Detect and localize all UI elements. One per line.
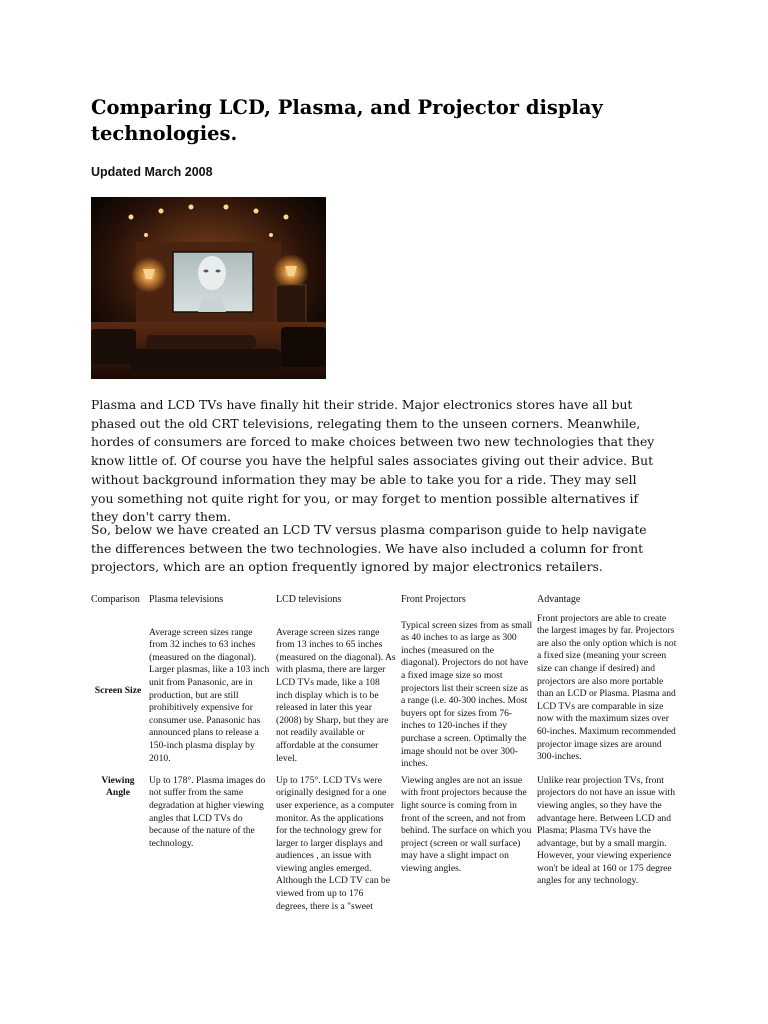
header-plasma: Plasma televisions <box>149 594 224 605</box>
home-theater-photo <box>91 197 326 379</box>
page-title: Comparing LCD, Plasma, and Projector display technologies. <box>91 96 603 145</box>
header-projectors: Front Projectors <box>401 594 466 605</box>
updated-date: Updated March 2008 <box>91 165 213 179</box>
cell-projector-screen-size: Typical screen sizes from as small as 40 inches to as large as 300 inches (measured on the diagonal). Projectors do not have a fixed image size so most projectors list their screen size as a range (i.e. 40-300 inches. Most buyers opt for sizes from 76-inches to 120-inches if they purchase a screen. Optimally the image should not be over 300-inches. <box>401 619 533 770</box>
table-row <box>89 613 679 771</box>
cell-plasma-screen-size: Average screen sizes range from 32 inches to 63 inches (measured on the diagonal). Larger plasmas, like a 103 inch unit from Panasonic, are in production, but are still prohibitively expensive for consumer use. Panasonic has announced plans to release a 150-inch plasma display by 2010. <box>149 626 270 764</box>
cell-lcd-viewing-angle: Up to 175°. LCD TVs were originally designed for a one user experience, as a computer monitor. As the applications for the technology grew for larger to larger displays and audiences , an issue with viewing angles emerged. Although the LCD TV can be viewed from up to 176 degrees, there is a "sweet <box>276 774 394 912</box>
cell-advantage-viewing-angle: Unlike rear projection TVs, front projectors do not have an issue with viewing angles, so they have the advantage here. Between LCD and Plasma; Plasma TVs have the advantage, but by a small margin. However, your viewing experience won't be ideal at 160 or 175 degree angles for any technology. <box>537 774 676 887</box>
table-row <box>89 771 679 914</box>
home-theater-photo-icon <box>91 197 326 379</box>
cell-projector-viewing-angle: Viewing angles are not an issue with front projectors because the light source is coming from in front of the screen, and not from behind. The surface on which you project (screen or wall surface) may have a slight impact on viewing angles. <box>401 774 532 874</box>
intro-paragraph-1: Plasma and LCD TVs have finally hit their stride. Major electronics stores have all but phased out the old CRT televisions, relegating them to the unseen corners. Meanwhile, hordes of consumers are forced to make choices between two new technologies that they know little of. Of course you have the helpful sales associates giving out their advice. But without background information they may be able to take you for a ride. They may sell you something not quite right for you, or may forget to mention possible alternatives if they don't carry them. <box>91 397 655 525</box>
cell-lcd-screen-size: Average screen sizes range from 13 inches to 65 inches (measured on the diagonal). As with plasma, there are larger LCD TVs made, like a 108 inch display which is to be released in later this year (2008) by Sharp, but they are not readily available or affordable at the consumer level. <box>276 626 396 764</box>
comparison-table <box>89 594 679 913</box>
row-label-screen-size: Screen Size <box>94 685 142 697</box>
header-comparison: Comparison <box>91 594 140 605</box>
cell-advantage-screen-size: Front projectors are able to create the largest images by far. Projectors are also the only option which is not a fixed size (meaning your screen size can change if desired) and projectors are also more portable than an LCD or Plasma. Plasma and LCD TVs are comparable in size now with the maximum sizes over 60-inches. Maximum recommended projector image sizes are around 300-inches. <box>537 612 677 763</box>
header-advantage: Advantage <box>537 594 581 605</box>
intro-paragraph-2: So, below we have created an LCD TV versus plasma comparison guide to help navigate the differences between the two technologies. We have also included a column for front projectors, which are an option frequently ignored by major electronics retailers. <box>91 522 647 575</box>
row-label-viewing-angle: Viewing Angle <box>101 774 135 799</box>
table-header-row <box>89 594 679 613</box>
header-lcd: LCD televisions <box>276 594 342 605</box>
cell-plasma-viewing-angle: Up to 178°. Plasma images do not suffer from the same degradation at higher viewing angles that LCD TVs do because of the nature of the technology. <box>149 774 266 849</box>
